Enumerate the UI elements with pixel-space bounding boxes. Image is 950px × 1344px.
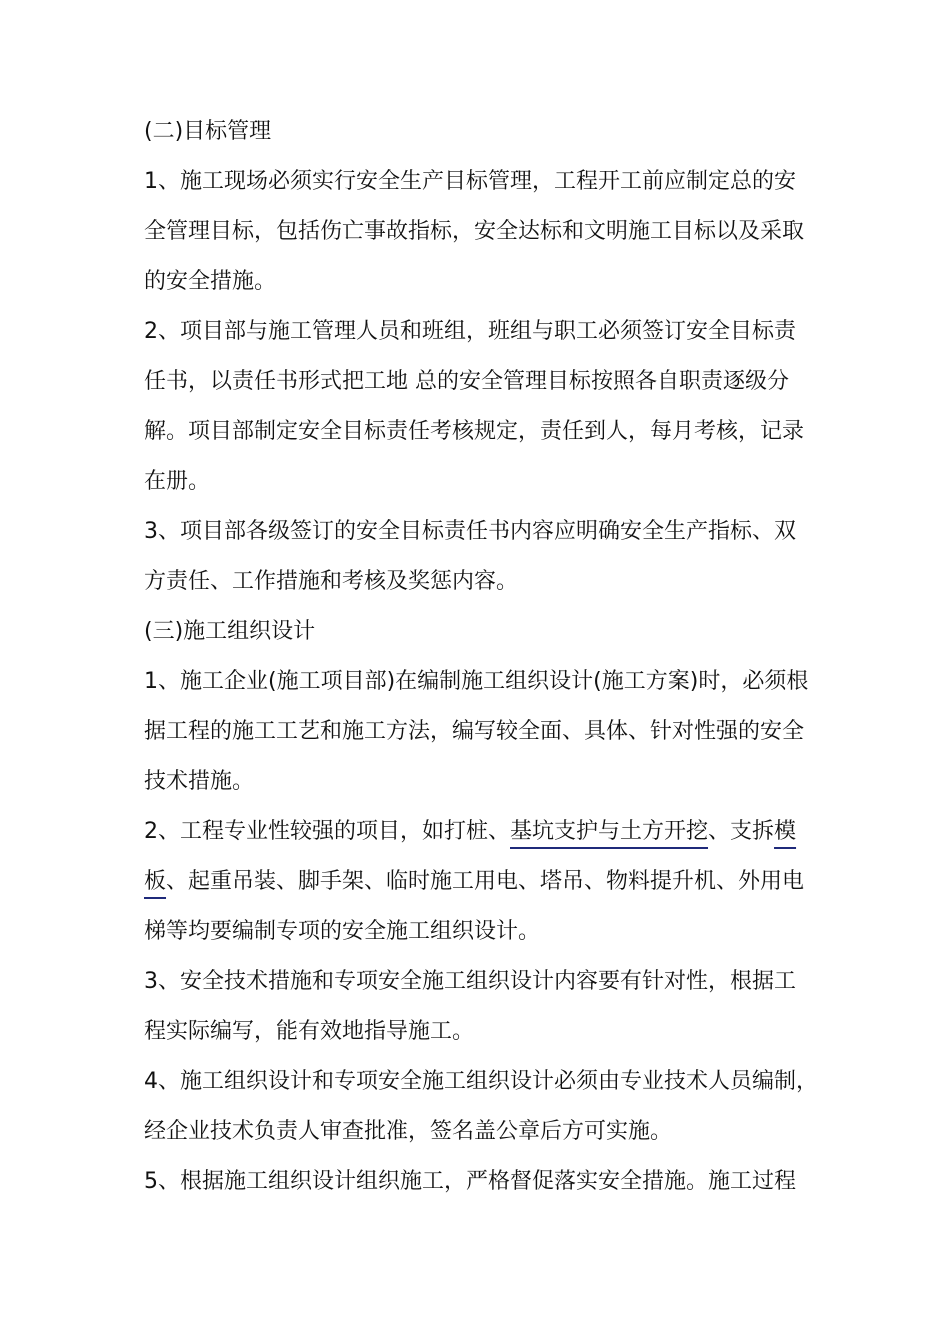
underlined-text: 模 xyxy=(774,819,797,844)
paragraph-line: 方责任、工作措施和考核及奖惩内容。 xyxy=(144,569,519,594)
paragraph-line: 1、施工企业(施工项目部)在编制施工组织设计(施工方案)时，必须根 xyxy=(144,669,809,694)
text-span: 2、工程专业性较强的项目，如打桩、 xyxy=(144,819,510,844)
paragraph-line: 据工程的施工工艺和施工方法，编写较全面、具体、针对性强的安全 xyxy=(144,719,805,744)
paragraph-line: 2、项目部与施工管理人员和班组，班组与职工必须签订安全目标责 xyxy=(144,319,796,344)
section-heading-construction-design: (三)施工组织设计 xyxy=(144,619,316,644)
paragraph-line: 梯等均要编制专项的安全施工组织设计。 xyxy=(144,919,541,944)
text-span: 、起重吊装、脚手架、临时施工用电、塔吊、物料提升机、外用电 xyxy=(166,869,805,894)
paragraph-line: 程实际编写，能有效地指导施工。 xyxy=(144,1019,475,1044)
paragraph-line xyxy=(144,867,824,897)
paragraph-line: 5、根据施工组织设计组织施工，严格督促落实安全措施。施工过程 xyxy=(144,1169,796,1194)
paragraph-line: 经企业技术负责人审查批准，签名盖公章后方可实施。 xyxy=(144,1119,673,1144)
paragraph-line: 1、施工现场必须实行安全生产目标管理，工程开工前应制定总的安 xyxy=(144,169,796,194)
paragraph-line: 3、项目部各级签订的安全目标责任书内容应明确安全生产指标、双 xyxy=(144,519,796,544)
paragraph-line: 的安全措施。 xyxy=(144,269,277,294)
paragraph-line: 技术措施。 xyxy=(144,769,255,794)
paragraph-line: 在册。 xyxy=(144,469,211,494)
underlined-text: 基坑支护与土方开挖 xyxy=(510,819,709,844)
paragraph-line: 3、安全技术措施和专项安全施工组织设计内容要有针对性，根据工 xyxy=(144,969,796,994)
underlined-text: 板 xyxy=(144,869,167,894)
section-heading-target-management: (二)目标管理 xyxy=(144,119,272,144)
paragraph-line: 4、施工组织设计和专项安全施工组织设计必须由专业技术人员编制， xyxy=(144,1069,818,1094)
paragraph-line: 任书，以责任书形式把工地 总的安全管理目标按照各自职责逐级分 xyxy=(144,369,789,394)
paragraph-line: 解。项目部制定安全目标责任考核规定，责任到人，每月考核，记录 xyxy=(144,419,805,444)
paragraph-line: 全管理目标，包括伤亡事故指标，安全达标和文明施工目标以及采取 xyxy=(144,219,805,244)
text-span: 、支拆 xyxy=(708,819,775,844)
paragraph-line xyxy=(144,817,824,847)
